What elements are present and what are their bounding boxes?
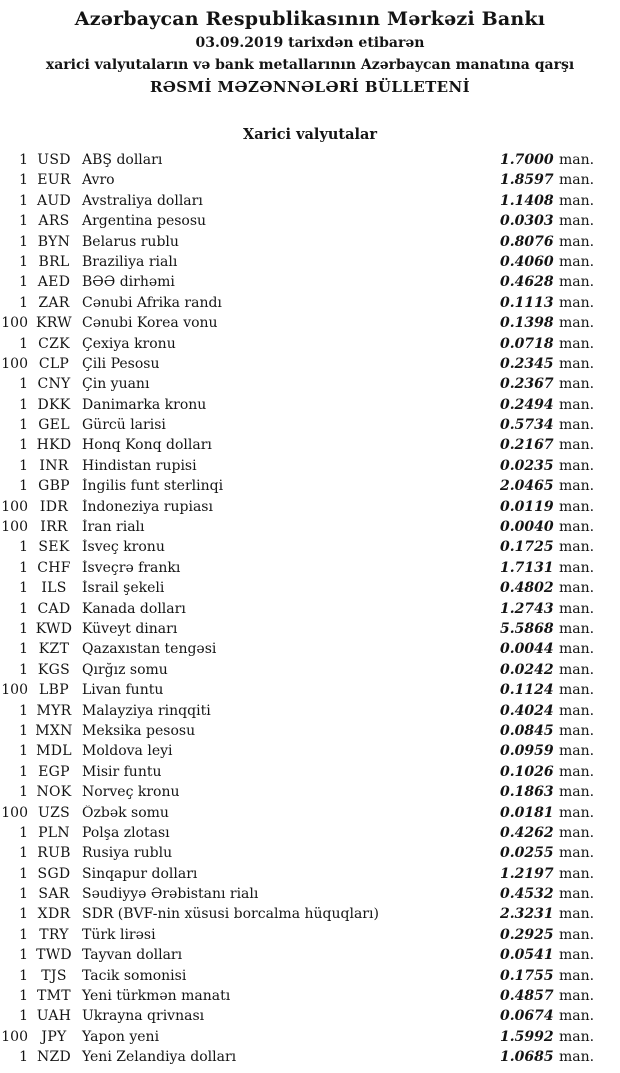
currency-name: İsveç kronu	[82, 539, 165, 556]
currency-code: INR	[39, 457, 69, 474]
currency-quantity: 1	[19, 335, 28, 352]
rate-row	[0, 601, 620, 621]
currency-quantity: 1	[19, 192, 28, 209]
currency-name: Çexiya kronu	[82, 335, 176, 352]
currency-name: Danimarka kronu	[82, 396, 207, 413]
unit-label: man.	[559, 702, 595, 719]
currency-code: HKD	[36, 437, 72, 454]
currency-quantity: 1	[19, 947, 28, 964]
currency-quantity: 1	[19, 743, 28, 760]
currency-quantity: 100	[1, 682, 28, 699]
unit-label: man.	[559, 763, 595, 780]
unit-label: man.	[559, 1008, 595, 1025]
rate-value: 0.0959	[500, 743, 554, 760]
currency-name: Norveç kronu	[82, 784, 180, 801]
currency-name: İngilis funt sterlinqi	[82, 478, 224, 495]
currency-quantity: 100	[1, 315, 28, 332]
currency-name: İsrail şekeli	[82, 580, 165, 597]
currency-name: Hindistan rupisi	[82, 457, 197, 474]
rate-value: 5.5868	[500, 620, 554, 637]
unit-label: man.	[559, 478, 595, 495]
unit-label: man.	[559, 906, 595, 923]
rate-row	[0, 743, 620, 763]
currency-quantity: 100	[1, 804, 28, 821]
unit-label: man.	[559, 722, 595, 739]
currency-code: SEK	[38, 539, 70, 556]
rate-value: 0.1725	[500, 539, 554, 556]
currency-quantity: 100	[1, 355, 28, 372]
currency-name: Yapon yeni	[82, 1028, 160, 1045]
rate-value: 2.0465	[500, 478, 554, 495]
currency-code: MYR	[36, 702, 72, 719]
currency-name: Qırğız somu	[82, 661, 168, 678]
unit-label: man.	[559, 213, 595, 230]
currency-name: Yeni türkmən manatı	[82, 988, 231, 1005]
unit-label: man.	[559, 253, 595, 270]
rate-row	[0, 641, 620, 661]
rate-value: 0.0255	[500, 845, 554, 862]
rate-row	[0, 336, 620, 356]
currency-code: NZD	[36, 1049, 72, 1066]
rate-row	[0, 539, 620, 559]
rate-value: 0.1863	[500, 784, 554, 801]
currency-code: CNY	[37, 376, 71, 393]
document-header	[0, 0, 620, 98]
unit-label: man.	[559, 620, 595, 637]
currency-code: UAH	[36, 1008, 72, 1025]
currency-code: CLP	[38, 355, 70, 372]
currency-quantity: 1	[19, 641, 28, 658]
currency-name: Avro	[82, 172, 115, 189]
currency-code: IDR	[39, 498, 69, 515]
rate-value: 0.0674	[500, 1008, 554, 1025]
currency-code: UZS	[37, 804, 71, 821]
currency-quantity: 1	[19, 763, 28, 780]
rate-row	[0, 417, 620, 437]
rate-value: 0.0303	[500, 213, 554, 230]
unit-label: man.	[559, 600, 595, 617]
rate-row	[0, 947, 620, 967]
rate-value: 0.0044	[500, 641, 554, 658]
currency-name: Ukrayna qrivnası	[82, 1008, 205, 1025]
currency-quantity: 1	[19, 967, 28, 984]
rate-row	[0, 254, 620, 274]
currency-code: JPY	[41, 1028, 67, 1045]
currency-quantity: 1	[19, 865, 28, 882]
unit-label: man.	[559, 661, 595, 678]
unit-label: man.	[559, 682, 595, 699]
rate-row	[0, 580, 620, 600]
rate-row	[0, 784, 620, 804]
rate-row	[0, 499, 620, 519]
currency-quantity: 1	[19, 580, 28, 597]
currency-code: KZT	[38, 641, 70, 658]
currency-quantity: 1	[19, 376, 28, 393]
currency-name: Rusiya rublu	[82, 845, 173, 862]
currency-quantity: 100	[1, 498, 28, 515]
currency-quantity: 1	[19, 926, 28, 943]
currency-name: Tayvan dolları	[82, 947, 183, 964]
currency-code: KGS	[37, 661, 71, 678]
currency-name: Argentina pesosu	[82, 213, 207, 230]
currency-name: Misir funtu	[82, 763, 162, 780]
currency-code: MDL	[36, 743, 72, 760]
rate-value: 0.4857	[500, 988, 554, 1005]
currency-code: EGP	[38, 763, 70, 780]
rate-value: 0.1026	[500, 763, 554, 780]
rate-value: 2.3231	[500, 906, 554, 923]
rate-row	[0, 866, 620, 886]
rate-value: 0.1124	[500, 682, 554, 699]
currency-code: GEL	[38, 417, 70, 434]
currency-name: Livan funtu	[82, 682, 164, 699]
unit-label: man.	[559, 886, 595, 903]
unit-label: man.	[559, 355, 595, 372]
rate-row	[0, 662, 620, 682]
rate-value: 1.7000	[500, 152, 554, 168]
currency-code: ILS	[41, 580, 67, 597]
rate-value: 0.0181	[500, 804, 554, 821]
currency-name: İsveçrə frankı	[82, 559, 181, 576]
bulletin-title: RƏSMİ MƏZƏNNƏLƏRİ BÜLLETENİ	[149, 78, 471, 96]
currency-code: BYN	[37, 233, 71, 250]
unit-label: man.	[559, 559, 595, 576]
unit-label: man.	[559, 824, 595, 841]
rate-value: 0.2494	[500, 396, 554, 413]
rate-row	[0, 968, 620, 988]
currency-code: BRL	[38, 253, 70, 270]
currency-quantity: 1	[19, 845, 28, 862]
rate-row	[0, 193, 620, 213]
currency-code: SGD	[37, 865, 71, 882]
currency-quantity: 1	[19, 620, 28, 637]
rate-value: 0.0040	[500, 519, 554, 536]
currency-quantity: 1	[19, 559, 28, 576]
currency-name: Yeni Zelandiya dolları	[82, 1049, 237, 1066]
rate-row	[0, 437, 620, 457]
rate-value: 1.8597	[500, 172, 554, 189]
currency-quantity: 1	[19, 253, 28, 270]
rate-value: 0.0119	[500, 498, 554, 515]
rate-value: 0.0235	[500, 457, 554, 474]
currency-quantity: 1	[19, 213, 28, 230]
currency-code: TJS	[41, 967, 67, 984]
unit-label: man.	[559, 865, 595, 882]
rate-value: 0.0845	[500, 722, 554, 739]
currency-code: TWD	[36, 947, 72, 964]
unit-label: man.	[559, 192, 595, 209]
rate-row	[0, 519, 620, 539]
currency-code: ARS	[38, 213, 70, 230]
rate-row	[0, 805, 620, 825]
currency-code: IRR	[40, 519, 68, 536]
rate-value: 0.2925	[500, 926, 554, 943]
currency-name: Polşa zlotası	[82, 824, 170, 841]
currency-quantity: 1	[19, 396, 28, 413]
rate-value: 0.1755	[500, 967, 554, 984]
currency-quantity: 1	[19, 172, 28, 189]
rate-row	[0, 315, 620, 335]
unit-label: man.	[559, 376, 595, 393]
rate-row	[0, 172, 620, 192]
rate-row	[0, 703, 620, 723]
currency-quantity: 1	[19, 294, 28, 311]
currency-code: XDR	[37, 906, 71, 923]
currency-name: SDR (BVF-nin xüsusi borcalma hüquqları)	[82, 906, 379, 923]
currency-code: TRY	[39, 926, 69, 943]
rate-row	[0, 723, 620, 743]
rate-value: 1.5992	[500, 1028, 554, 1045]
currency-quantity: 1	[19, 702, 28, 719]
unit-label: man.	[559, 457, 595, 474]
currency-name: Malayziya rinqqiti	[82, 702, 211, 719]
currency-name: Küveyt dinarı	[82, 620, 178, 637]
currency-quantity: 1	[19, 478, 28, 495]
rate-value: 0.0541	[500, 947, 554, 964]
unit-label: man.	[559, 967, 595, 984]
rate-row	[0, 825, 620, 845]
currency-code: KWD	[35, 620, 73, 637]
unit-label: man.	[559, 1028, 595, 1045]
rate-value: 1.2743	[500, 600, 554, 617]
rate-row	[0, 152, 620, 172]
unit-label: man.	[559, 804, 595, 821]
currency-name: Tacik somonisi	[82, 967, 187, 984]
rate-row	[0, 927, 620, 947]
unit-label: man.	[559, 845, 595, 862]
rate-value: 0.2367	[500, 376, 554, 393]
currency-quantity: 1	[19, 1008, 28, 1025]
currency-code: RUB	[37, 845, 71, 862]
unit-label: man.	[559, 335, 595, 352]
unit-label: man.	[559, 1049, 595, 1066]
rate-row	[0, 886, 620, 906]
rate-row	[0, 234, 620, 254]
rate-value: 0.4060	[500, 253, 554, 270]
currency-code: GBP	[38, 478, 70, 495]
rate-value: 0.5734	[500, 417, 554, 434]
currency-name: Çin yuanı	[82, 376, 150, 393]
unit-label: man.	[559, 580, 595, 597]
rate-value: 1.0685	[500, 1049, 554, 1066]
rates-table	[0, 152, 620, 1070]
rate-value: 1.1408	[500, 192, 554, 209]
currency-quantity: 100	[1, 519, 28, 536]
currency-code: ZAR	[38, 294, 70, 311]
unit-label: man.	[559, 641, 595, 658]
rate-row	[0, 988, 620, 1008]
currency-name: Moldova leyi	[82, 743, 173, 760]
currency-quantity: 1	[19, 152, 28, 168]
rate-row	[0, 682, 620, 702]
unit-label: man.	[559, 498, 595, 515]
rate-value: 0.2167	[500, 437, 554, 454]
rate-row	[0, 356, 620, 376]
section-title-foreign-currencies: Xarici valyutalar	[242, 126, 378, 143]
currency-code: PLN	[38, 824, 70, 841]
unit-label: man.	[559, 988, 595, 1005]
rate-row	[0, 376, 620, 396]
currency-quantity: 1	[19, 457, 28, 474]
currency-code: SAR	[38, 886, 70, 903]
rate-value: 0.0242	[500, 661, 554, 678]
currency-quantity: 1	[19, 988, 28, 1005]
currency-name: ABŞ dolları	[82, 152, 163, 168]
currency-name: Türk lirəsi	[82, 926, 156, 943]
rate-row	[0, 845, 620, 865]
currency-code: KRW	[36, 315, 72, 332]
currency-name: İndoneziya rupiası	[82, 498, 213, 515]
rate-row	[0, 1008, 620, 1028]
currency-quantity: 100	[1, 1028, 28, 1045]
rate-value: 0.4802	[500, 580, 554, 597]
rate-value: 0.8076	[500, 233, 554, 250]
bank-title: Azərbaycan Respublikasının Mərkəzi Bankı	[74, 8, 546, 30]
rate-value: 0.1398	[500, 315, 554, 332]
currency-name: Honq Konq dolları	[82, 437, 212, 454]
currency-quantity: 1	[19, 233, 28, 250]
rate-row	[0, 560, 620, 580]
rate-value: 0.0718	[500, 335, 554, 352]
rate-value: 1.7131	[500, 559, 554, 576]
currency-name: Meksika pesosu	[82, 722, 196, 739]
unit-label: man.	[559, 172, 595, 189]
rate-row	[0, 213, 620, 233]
currency-name: Çili Pesosu	[82, 355, 160, 372]
currency-name: Braziliya rialı	[82, 253, 178, 270]
rate-value: 0.4532	[500, 886, 554, 903]
effective-date-line: 03.09.2019 tarixdən etibarən	[195, 35, 425, 51]
rate-value: 0.4628	[500, 274, 554, 291]
currency-name: Avstraliya dolları	[82, 192, 203, 209]
rate-row	[0, 1049, 620, 1069]
currency-code: USD	[37, 152, 71, 168]
unit-label: man.	[559, 294, 595, 311]
rate-value: 0.4262	[500, 824, 554, 841]
unit-label: man.	[559, 152, 595, 168]
unit-label: man.	[559, 539, 595, 556]
currency-quantity: 1	[19, 437, 28, 454]
rate-row	[0, 397, 620, 417]
unit-label: man.	[559, 947, 595, 964]
currency-quantity: 1	[19, 824, 28, 841]
unit-label: man.	[559, 519, 595, 536]
currency-quantity: 1	[19, 417, 28, 434]
unit-label: man.	[559, 743, 595, 760]
currency-name: Kanada dolları	[82, 600, 186, 617]
rate-row	[0, 1029, 620, 1049]
currency-name: Sinqapur dolları	[82, 865, 198, 882]
unit-label: man.	[559, 784, 595, 801]
currency-name: Gürcü larisi	[82, 417, 166, 434]
currency-code: TMT	[37, 988, 71, 1005]
rate-row	[0, 458, 620, 478]
rate-value: 1.2197	[500, 865, 554, 882]
currency-name: Səudiyyə Ərəbistanı rialı	[82, 886, 259, 903]
rate-row	[0, 295, 620, 315]
document-subtitle: xarici valyutaların və bank metallarının Azərbaycan manatına qarşı	[45, 57, 575, 73]
currency-quantity: 1	[19, 722, 28, 739]
rate-value: 0.4024	[500, 702, 554, 719]
currency-quantity: 1	[19, 600, 28, 617]
currency-code: EUR	[37, 172, 71, 189]
currency-name: İran rialı	[82, 519, 145, 536]
currency-name: Belarus rublu	[82, 233, 179, 250]
currency-quantity: 1	[19, 661, 28, 678]
currency-name: BƏƏ dirhəmi	[82, 274, 175, 291]
currency-quantity: 1	[19, 886, 28, 903]
unit-label: man.	[559, 396, 595, 413]
currency-quantity: 1	[19, 784, 28, 801]
currency-code: AED	[37, 274, 71, 291]
rate-row	[0, 274, 620, 294]
currency-code: CHF	[37, 559, 71, 576]
currency-code: MXN	[35, 722, 73, 739]
rate-row	[0, 906, 620, 926]
rate-row	[0, 478, 620, 498]
currency-quantity: 1	[19, 906, 28, 923]
currency-code: LBP	[39, 682, 69, 699]
unit-label: man.	[559, 233, 595, 250]
unit-label: man.	[559, 926, 595, 943]
unit-label: man.	[559, 315, 595, 332]
currency-name: Qazaxıstan tengəsi	[82, 641, 217, 658]
currency-name: Cənubi Korea vonu	[82, 315, 218, 332]
currency-name: Özbək somu	[82, 804, 169, 821]
currency-code: CAD	[37, 600, 71, 617]
currency-quantity: 1	[19, 1049, 28, 1066]
unit-label: man.	[559, 417, 595, 434]
currency-quantity: 1	[19, 539, 28, 556]
unit-label: man.	[559, 437, 595, 454]
rate-row	[0, 764, 620, 784]
currency-code: NOK	[36, 784, 72, 801]
rate-value: 0.2345	[500, 355, 554, 372]
currency-code: AUD	[36, 192, 72, 209]
currency-code: CZK	[38, 335, 70, 352]
rate-value: 0.1113	[500, 294, 554, 311]
rate-row	[0, 621, 620, 641]
currency-name: Cənubi Afrika randı	[82, 294, 222, 311]
currency-quantity: 1	[19, 274, 28, 291]
unit-label: man.	[559, 274, 595, 291]
currency-code: DKK	[37, 396, 71, 413]
